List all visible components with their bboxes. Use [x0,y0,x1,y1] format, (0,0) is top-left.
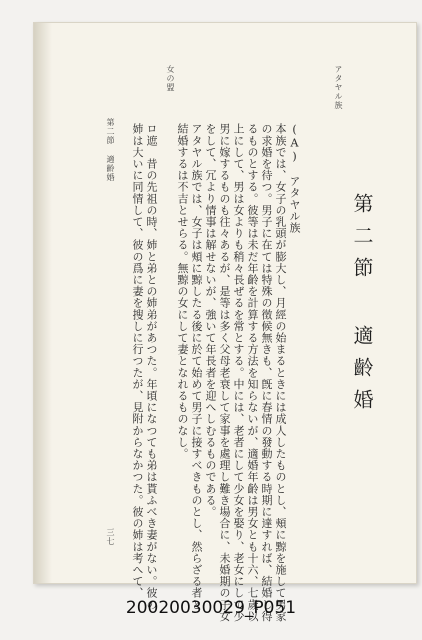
body-line: 本族では、女子の乳頭が膨大し、月經の始まるときには成人したものとし、頰に黥を施して男家 [274,123,287,622]
page-number: 三七 [106,528,115,546]
body-line: の求婚を待つ。男子に在ては特殊の徵候無きも、旣に春情の發動する時期に達すれば、結婚し得 [260,123,273,622]
running-title: 第二節 適齡婚 [106,118,115,182]
body-line: アタヤル族では、女子は頰に黥したる後に於て始めて男子に接すべきものとし、然らざる者と [190,123,203,611]
body-line: 姉は大いに同情して、彼の爲に妻を搜しに行つたが、見附からなかつた。彼の姉は考へて、 [131,123,144,599]
body-line: 結婚するは不吉とせらる。無黥の女にして妻となれるものなし。 [176,123,189,460]
body-line: ロ遮 昔の先祖の時、姉と弟との姉弟があつた。年頃になつても弟は貰ふべき妻がない。彼の [145,123,158,611]
body-line: 男に嫁するものも往々あるが、是等は多く父母老衰して家事を處理し難き場合に、未婚期の子女 [218,123,231,622]
body-line: るものとする。彼等は未だ年齡を計算する方法を知らないが、適婚年齡は男女とも十六、七歲以 [246,123,259,622]
body-line: をして、冗より情事は解せないが、強いて年長者を迎へしむるものである。 [204,123,217,518]
body-line: (A) アタヤル族 [288,123,301,234]
section-title: 第二節 適齡婚 [350,193,374,421]
archive-id-caption: 20020030029_P051 [125,598,297,618]
body-line: 上にして、男は女よりも稍々長ぜるを常とする。中には、老者にして少女を娶り、老女にして少 [232,123,245,622]
section-subheader: アタヤル族 [334,65,343,110]
side-note: 女の盟 [166,65,175,92]
